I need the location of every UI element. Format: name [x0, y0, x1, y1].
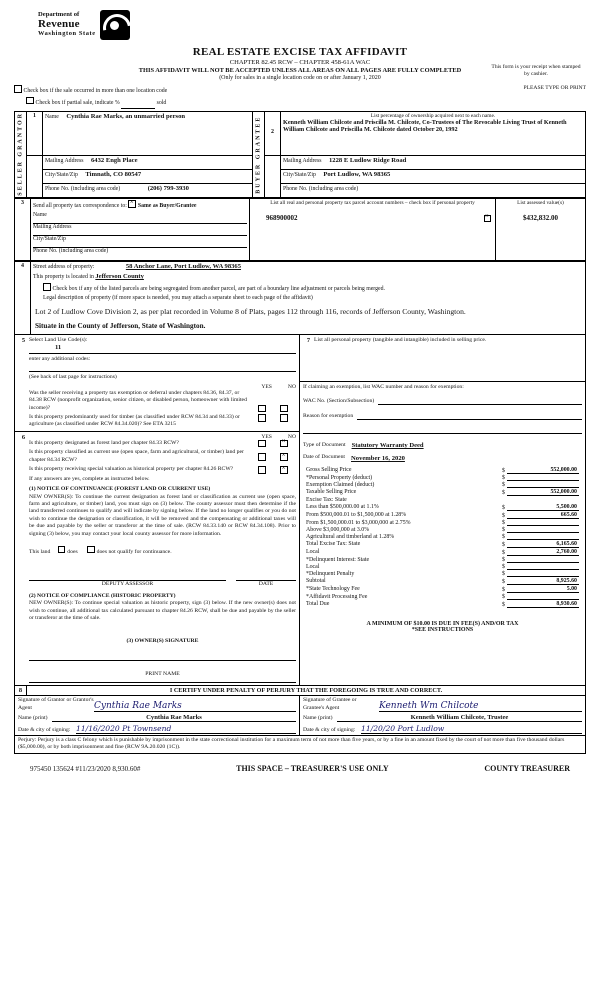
corr-name-label: Name [33, 212, 47, 219]
grantor-date-value[interactable]: 11/16/2020 Pt Townsend [76, 724, 296, 734]
county-row [33, 273, 583, 280]
grantor-sign-block [15, 696, 300, 735]
tax-row-label: Local [306, 564, 320, 571]
buyer-name-cell[interactable] [281, 111, 586, 156]
tax-row-dollar-sign: $ [502, 475, 505, 482]
tax-row-dollar-sign: $ [502, 602, 505, 609]
tax-row [303, 527, 582, 534]
county-value: Jefferson County [95, 273, 144, 281]
s5-no-label: NO [287, 383, 296, 390]
grantor-name-print: Cynthia Rae Marks [52, 714, 296, 722]
exemption-block [300, 382, 585, 635]
tax-calculation-rows [303, 467, 582, 609]
tax-row-value[interactable]: 8,925.60 [507, 578, 579, 585]
located-in-label: This property is located in [33, 274, 94, 281]
parcel-header: List all real and personal property tax parcel account numbers – check box if personal property [270, 200, 475, 207]
s5-yes-label: YES [261, 383, 272, 390]
reason-row-2[interactable] [303, 424, 582, 434]
section3-table [14, 198, 586, 261]
section3-number: 3 [15, 199, 31, 261]
reason-row[interactable] [303, 411, 582, 420]
corr-phone-row[interactable] [33, 248, 247, 259]
tax-row-value[interactable] [507, 487, 579, 488]
form-note: (Only for sales in a single location code on or after January 1, 2020 [219, 75, 381, 81]
buyer-mailing-value: 1228 E Ludlow Ridge Road [328, 157, 407, 165]
revenue-swirl-icon [100, 10, 130, 40]
tax-row-dollar-sign: $ [502, 587, 505, 594]
tax-row-value[interactable]: 6,165.60 [507, 541, 579, 548]
tax-row-label: From $500,000.01 to $1,500,000 at 1.28% [306, 512, 407, 519]
parcel-number: 968900002 [266, 214, 298, 223]
tax-row [303, 557, 582, 564]
segregated-label: Check box if any of the listed parcels are being segregated from another parcel, are part of a boundary line adjustment or parcels being merged. [52, 286, 385, 293]
parcel-cell[interactable] [250, 199, 496, 261]
print-name-label: PRINT NAME [145, 670, 180, 677]
sold-label: sold [156, 99, 167, 106]
tax-row [303, 504, 582, 512]
tax-row-dollar-sign: $ [502, 594, 505, 601]
parties-table [14, 111, 586, 199]
tax-row-value[interactable] [507, 539, 579, 540]
tax-row-label: *Personal Property (deduct) [306, 475, 373, 482]
section5-number: 5 [21, 336, 26, 344]
grantee-name-label: Name (print) [303, 714, 333, 721]
situate-line: Situate in the County of Jefferson, State of Washington. [35, 321, 206, 330]
section5-q2-row [29, 414, 296, 429]
tax-row-dollar-sign: $ [502, 468, 505, 475]
section6-q1-row [29, 440, 296, 448]
page-header [0, 0, 600, 40]
page-title: REAL ESTATE EXCISE TAX AFFIDAVIT [192, 46, 408, 58]
tax-row-label: Local [306, 549, 320, 556]
tax-row-dollar-sign: $ [502, 490, 505, 497]
tax-row [303, 534, 582, 541]
wac-row[interactable] [303, 396, 582, 405]
tax-row-value[interactable]: 2,760.00 [507, 549, 579, 556]
section4-body [31, 262, 586, 334]
ownership-pct-label: List percentage of ownership acquired next to each name. [370, 112, 496, 119]
notice-compliance-text: NEW OWNER(S): To continue special valuation as historic property, sign (3) below. If the new owner(s) does not wish to continue, all additional tax calculated pursuant to chapter 84.26 RCW, shall be due and payable by the seller or transferor at the time of sale. [29, 600, 296, 621]
section7-block [300, 335, 585, 382]
buyer-city-value: Port Ludlow, WA 98365 [323, 171, 391, 179]
personal-property-label: List all personal property (tangible and intangible) included in selling price. [314, 336, 487, 343]
grantee-signature[interactable]: Kenneth Wm Chilcote [379, 701, 582, 712]
tax-row-label: Agricultural and timberland at 1.28% [306, 534, 395, 541]
buyer-mailing-cell[interactable] [281, 156, 586, 170]
tax-row-dollar-sign: $ [502, 520, 505, 527]
grantor-signature[interactable]: Cynthia Rae Marks [94, 701, 296, 712]
tax-row-label: Exemption Claimed (deduct) [306, 482, 375, 489]
please-type-print: PLEASE TYPE OR PRINT [523, 85, 586, 91]
grantee-date-value[interactable]: 11/20/20 Port Ludlow [361, 724, 582, 734]
seller-mailing-label: Mailing Address [45, 158, 84, 165]
grantee-sig-label: Signature of Grantee or Grantee's Agent [303, 697, 357, 711]
doc-date-label: Date of Document [303, 454, 346, 461]
tax-row [303, 594, 582, 601]
buyer-side-label: BUYER GRANTEE [253, 111, 265, 198]
corr-phone-label: Phone No. (including area code) [33, 248, 109, 255]
reason-label: Reason for exemption [303, 412, 354, 419]
see-back-label: (See back of last page for instructions) [29, 374, 117, 381]
grantee-sign-block [300, 696, 585, 735]
section6-number: 6 [21, 433, 26, 441]
tax-row [303, 489, 582, 497]
land-use-title: Select Land Use Code(s): [29, 336, 88, 343]
partial-sale-label: Check box if partial sale, indicate % [35, 99, 120, 106]
s6q3-no-checkbox[interactable] [280, 466, 288, 474]
seller-phone-label: Phone No. (including area code) [45, 186, 121, 193]
seller-phone-cell[interactable] [43, 184, 253, 198]
section6-block [15, 432, 299, 685]
multi-location-label: Check box if the sale occurred in more than one location code [23, 88, 168, 94]
dept-line2: Revenue [38, 18, 80, 31]
doc-date-value: November 16, 2020 [351, 454, 405, 462]
does-qualify-checkbox[interactable] [58, 546, 66, 554]
grantee-name-print: Kenneth William Chilcote, Trustee [337, 714, 582, 722]
section6-q2: Is this property classified as current use (open space, farm and agricultural, or timber) land per chapter 84.34 RCW? [29, 449, 244, 463]
section3-corr-cell[interactable] [31, 199, 250, 261]
this-land-label: This land [29, 548, 51, 555]
seller-city-value: Timnath, CO 80547 [85, 171, 142, 179]
sections-5-6-7 [14, 335, 586, 687]
tax-row-value[interactable]: 552,000.00 [507, 489, 579, 496]
tax-row [303, 497, 582, 504]
section3-text: Send all property tax correspondence to: [33, 203, 127, 210]
section5-q1-row [29, 390, 296, 412]
same-as-buyer-checkbox[interactable] [128, 200, 136, 208]
page-footer [30, 764, 570, 773]
owner-signature-heading: (3) OWNER(S) SIGNATURE [126, 638, 199, 645]
receipt-number: 975450 135624 #11/23/2020 8,930.60# [30, 764, 141, 773]
assessed-cell[interactable] [496, 199, 586, 261]
tax-row-label: *Affidavit Processing Fee [306, 594, 368, 601]
tax-row-label: Subtotal [306, 578, 326, 585]
street-address-row[interactable] [33, 263, 583, 270]
tax-row-value[interactable] [507, 599, 579, 600]
tax-row-value[interactable] [507, 525, 579, 526]
doc-type-value: Statutory Warranty Deed [351, 442, 424, 450]
tax-row-label: Excise Tax: State [306, 497, 347, 504]
tax-row [303, 482, 582, 489]
s6q1-yes-checkbox[interactable] [258, 440, 266, 448]
minimum-due-note: A MINIMUM OF $10.00 IS DUE IN FEE(S) AND/OR TAX [366, 620, 519, 627]
dept-line1: Department of [38, 11, 80, 19]
section4-table [14, 261, 586, 334]
section6-q2-row [29, 449, 296, 464]
does-not-label: does not qualify for continuance. [96, 548, 172, 555]
tax-row-label: From $1,500,000.01 to $3,000,000 at 2.75% [306, 520, 411, 527]
doc-type-label: Type of Document [303, 442, 346, 449]
left-column [15, 335, 300, 686]
s6q2-yes-checkbox[interactable] [258, 453, 266, 461]
section6-ifany: If any answers are yes, complete as instructed below. [29, 475, 150, 482]
tax-row-dollar-sign: $ [502, 505, 505, 512]
tax-row [303, 467, 582, 475]
s6-yes-label: YES [261, 433, 272, 440]
form-subtitle: CHAPTER 82.45 RCW – CHAPTER 458-61A WAC [229, 59, 371, 66]
tax-row-dollar-sign: $ [502, 482, 505, 489]
corr-city-row[interactable] [33, 236, 247, 248]
tax-row-value[interactable]: 8,930.60 [507, 601, 579, 608]
wac-label: WAC No. (Section/Subsection) [303, 397, 375, 404]
tax-row-label: *Delinquent Interest: State [306, 557, 370, 564]
tax-row-value[interactable] [507, 562, 579, 563]
seller-mailing-cell[interactable] [43, 156, 253, 170]
seller-city-label: City/State/Zip [45, 172, 78, 179]
treasurer-space-label: THIS SPACE – TREASURER'S USE ONLY [236, 763, 389, 773]
tax-row [303, 571, 582, 578]
section6-q3-row [29, 466, 296, 474]
segregated-row [43, 283, 583, 292]
tax-row-value[interactable] [507, 569, 579, 570]
multi-location-check-row [14, 85, 586, 96]
tax-row-label: *State Technology Fee [306, 586, 360, 593]
tax-row-dollar-sign: $ [502, 513, 505, 520]
partial-sale-checkbox[interactable] [26, 97, 34, 105]
section8-certification [14, 686, 586, 754]
section5-q2: Is this property predominantly used for timber (as classified under RCW 84.34 and 84.33) or agriculture (as classified under RCW 84.34.020)? See ETA 3215 [29, 414, 240, 428]
s5q1-no-checkbox[interactable] [280, 405, 288, 413]
doc-date-row[interactable] [303, 454, 582, 461]
seller-name-label: Name [45, 113, 59, 120]
tax-row-value[interactable]: 665.60 [507, 512, 579, 519]
land-use-code: 11 [55, 344, 62, 352]
tax-row-label: Gross Selling Price [306, 467, 352, 474]
see-instructions-note: *SEE INSTRUCTIONS [411, 626, 474, 633]
additional-codes-input[interactable] [29, 364, 296, 372]
print-name-input[interactable] [29, 678, 296, 683]
corr-name-row[interactable] [33, 212, 247, 224]
tax-row [303, 586, 582, 594]
seller-section-number: 1 [27, 111, 43, 156]
legal-description: Lot 2 of Ludlow Cove Division 2, as per plat recorded in Volume 8 of Plats, pages 112 through 116, records of Jefferson County, Washington. [35, 307, 466, 317]
seller-name-cell[interactable] [43, 111, 253, 156]
multi-location-checkbox[interactable] [14, 85, 22, 93]
s6-no-label: NO [287, 433, 296, 440]
same-as-buyer-label: Same as Buyer/Grantee [137, 203, 197, 210]
buyer-phone-cell[interactable] [281, 184, 586, 198]
tax-row-value[interactable]: 552,000.00 [507, 467, 579, 474]
seller-city-cell[interactable] [43, 170, 253, 184]
legal-desc-label: Legal description of property (if more space is needed, you may attach a separate sheet to each page of the affidavit) [43, 295, 313, 302]
section7-number: 7 [306, 336, 311, 344]
seller-side-label: SELLER GRANTOR [15, 111, 27, 198]
corr-mailing-row[interactable] [33, 224, 247, 236]
s6q2-no-checkbox[interactable] [280, 453, 288, 461]
s6q3-yes-checkbox[interactable] [258, 466, 266, 474]
section6-q1: Is this property designated as forest land per chapter 84.33 RCW? [29, 439, 179, 446]
tax-row-label: Total Excise Tax: State [306, 541, 361, 548]
deputy-assessor-label: DEPUTY ASSESSOR [29, 580, 226, 588]
county-treasurer-label: COUNTY TREASURER [484, 763, 570, 773]
tax-row [303, 512, 582, 520]
tax-row-dollar-sign: $ [502, 571, 505, 578]
tax-row [303, 541, 582, 549]
seller-mailing-value: 6432 Engh Place [90, 157, 138, 165]
tax-row-value[interactable] [507, 532, 579, 533]
tax-row-dollar-sign: $ [502, 550, 505, 557]
tax-row [303, 564, 582, 571]
tax-row-dollar-sign: $ [502, 542, 505, 549]
buyer-city-cell[interactable] [281, 170, 586, 184]
exemption-label: If claiming an exemption, list WAC number and reason for exemption: [303, 383, 464, 390]
section5-q1: Was the seller receiving a property tax exemption or deferral under chapters 84.36, 84.37, or 84.38 RCW (nonprofit organization, senior citizen, or disabled person, homeowner with limited income)? [29, 389, 247, 411]
buyer-section-number [265, 111, 281, 156]
section8-number: 8 [15, 686, 27, 695]
buyer-name-value: Kenneth William Chilcote and Priscilla M. Chilcote, Co-Trustees of The Revocable Living Trust of Kenneth William Chilcote and Priscilla M. Chilcote dated October 20, 1992 [283, 118, 567, 134]
s5q2-yes-checkbox[interactable] [258, 414, 266, 422]
tax-row [303, 549, 582, 557]
tax-row-value[interactable] [507, 480, 579, 481]
buyer-city-label: City/State/Zip [283, 172, 316, 179]
assessed-value: $432,832.00 [523, 214, 558, 223]
buyer-num-text: 2 [271, 128, 274, 135]
section6-q3: Is this property receiving special valuation as historical property per chapter 84.26 RCW? [29, 466, 234, 473]
section4-number: 4 [15, 262, 31, 334]
notice-compliance-heading: (2) NOTICE OF COMPLIANCE (HISTORIC PROPERTY) [29, 592, 176, 599]
s6q1-no-checkbox[interactable] [280, 440, 288, 448]
street-address-value: 58 Anchor Lane, Port Ludlow, WA 98365 [125, 263, 242, 271]
form-notice: THIS AFFIDAVIT WILL NOT BE ACCEPTED UNLESS ALL AREAS ON ALL PAGES ARE FULLY COMPLETED [138, 67, 462, 74]
tax-row-label: Total Due [306, 601, 330, 608]
does-label: does [67, 548, 78, 555]
grantor-name-label: Name (print) [18, 714, 48, 721]
segregated-checkbox[interactable] [43, 283, 51, 291]
assessor-date-label: DATE [236, 580, 296, 588]
receipt-stamp-note: This form is your receipt when stamped by cashier. [491, 64, 581, 77]
tax-row-dollar-sign: $ [502, 579, 505, 586]
grantor-date-label: Date & city of signing: [18, 726, 71, 733]
perjury-note: Perjury: Perjury is a class C felony which is punishable by imprisonment in the state correctional institution for a maximum term of not more than five years, or by a fine in an amount fixed by the court of not more than five thousand dollars ($5,000.00), or by both imprisonment and fine (RCW 9A.20.020 (1C)). [15, 735, 585, 753]
notice-continuance-heading: (1) NOTICE OF CONTINUANCE (FOREST LAND OR CURRENT USE) [29, 486, 211, 493]
enter-additional-label: enter any additional codes: [29, 356, 91, 363]
personal-property-checkbox[interactable] [484, 215, 492, 223]
tax-row-dollar-sign: $ [502, 527, 505, 534]
tax-row-label: Taxable Selling Price [306, 489, 357, 496]
dept-text [38, 12, 96, 37]
tax-row-label: Above $3,000,000 at 3.0% [306, 527, 370, 534]
dept-line3: Washington State [38, 29, 96, 37]
s5q2-no-checkbox[interactable] [280, 414, 288, 422]
tax-row-value[interactable]: 5.00 [507, 586, 579, 593]
dor-logo [38, 10, 130, 40]
grantor-sig-label: Signature of Grantor or Grantor's Agent [18, 697, 94, 711]
notice-continuance-text: NEW OWNER(S): To continue the current designation as forest land or classification as current use (open space, farm and agriculture, or timber) land, you must sign on (3) below. The county assessor must then determine if the land transferred continues to qualify and will indicate by signing below. If the land no longer qualifies or you do not wish to continue the designation or classification, it will be removed and the compensating or additional taxes will be due and payable by the seller or transferor at the time of sale. (RCW 84.33.140 or RCW 84.34.108). Prior to signing (3) below, you may contact your local county assessor for more information. [29, 493, 296, 537]
tax-row [303, 601, 582, 609]
does-not-qualify-checkbox[interactable] [87, 546, 95, 554]
grantee-date-label: Date & city of signing: [303, 726, 356, 733]
tax-row-label: Less than $500,000.00 at 1.1% [306, 504, 379, 511]
tax-row [303, 520, 582, 527]
tax-row-dollar-sign: $ [502, 564, 505, 571]
assessed-header: List assessed value(s) [517, 200, 564, 207]
tax-row-value[interactable] [507, 576, 579, 577]
buyer-phone-label: Phone No. (including area code) [283, 186, 359, 193]
seller-name-value: Cynthia Rae Marks, an unmarried person [66, 112, 186, 120]
tax-row-label: *Delinquent Penalty [306, 571, 355, 578]
corr-mailing-label: Mailing Address [33, 224, 72, 231]
s5q1-yes-checkbox[interactable] [258, 405, 266, 413]
seller-phone-value: (206) 799-3930 [147, 185, 189, 193]
doc-type-row[interactable] [303, 442, 582, 449]
this-land-row [29, 546, 296, 556]
section5-block [15, 335, 299, 432]
certify-statement: I CERTIFY UNDER PENALTY OF PERJURY THAT THE FOREGOING IS TRUE AND CORRECT. [169, 687, 443, 695]
tax-row-dollar-sign: $ [502, 557, 505, 564]
tax-row-dollar-sign: $ [502, 534, 505, 541]
street-address-label: Street address of property: [33, 264, 95, 271]
right-column [300, 335, 585, 686]
tax-row [303, 475, 582, 482]
corr-city-label: City/State/Zip [33, 236, 66, 243]
buyer-mailing-label: Mailing Address [283, 158, 322, 165]
tax-row [303, 578, 582, 586]
tax-row-value[interactable]: 5,500.00 [507, 504, 579, 511]
owner-signature-input[interactable] [29, 646, 296, 661]
